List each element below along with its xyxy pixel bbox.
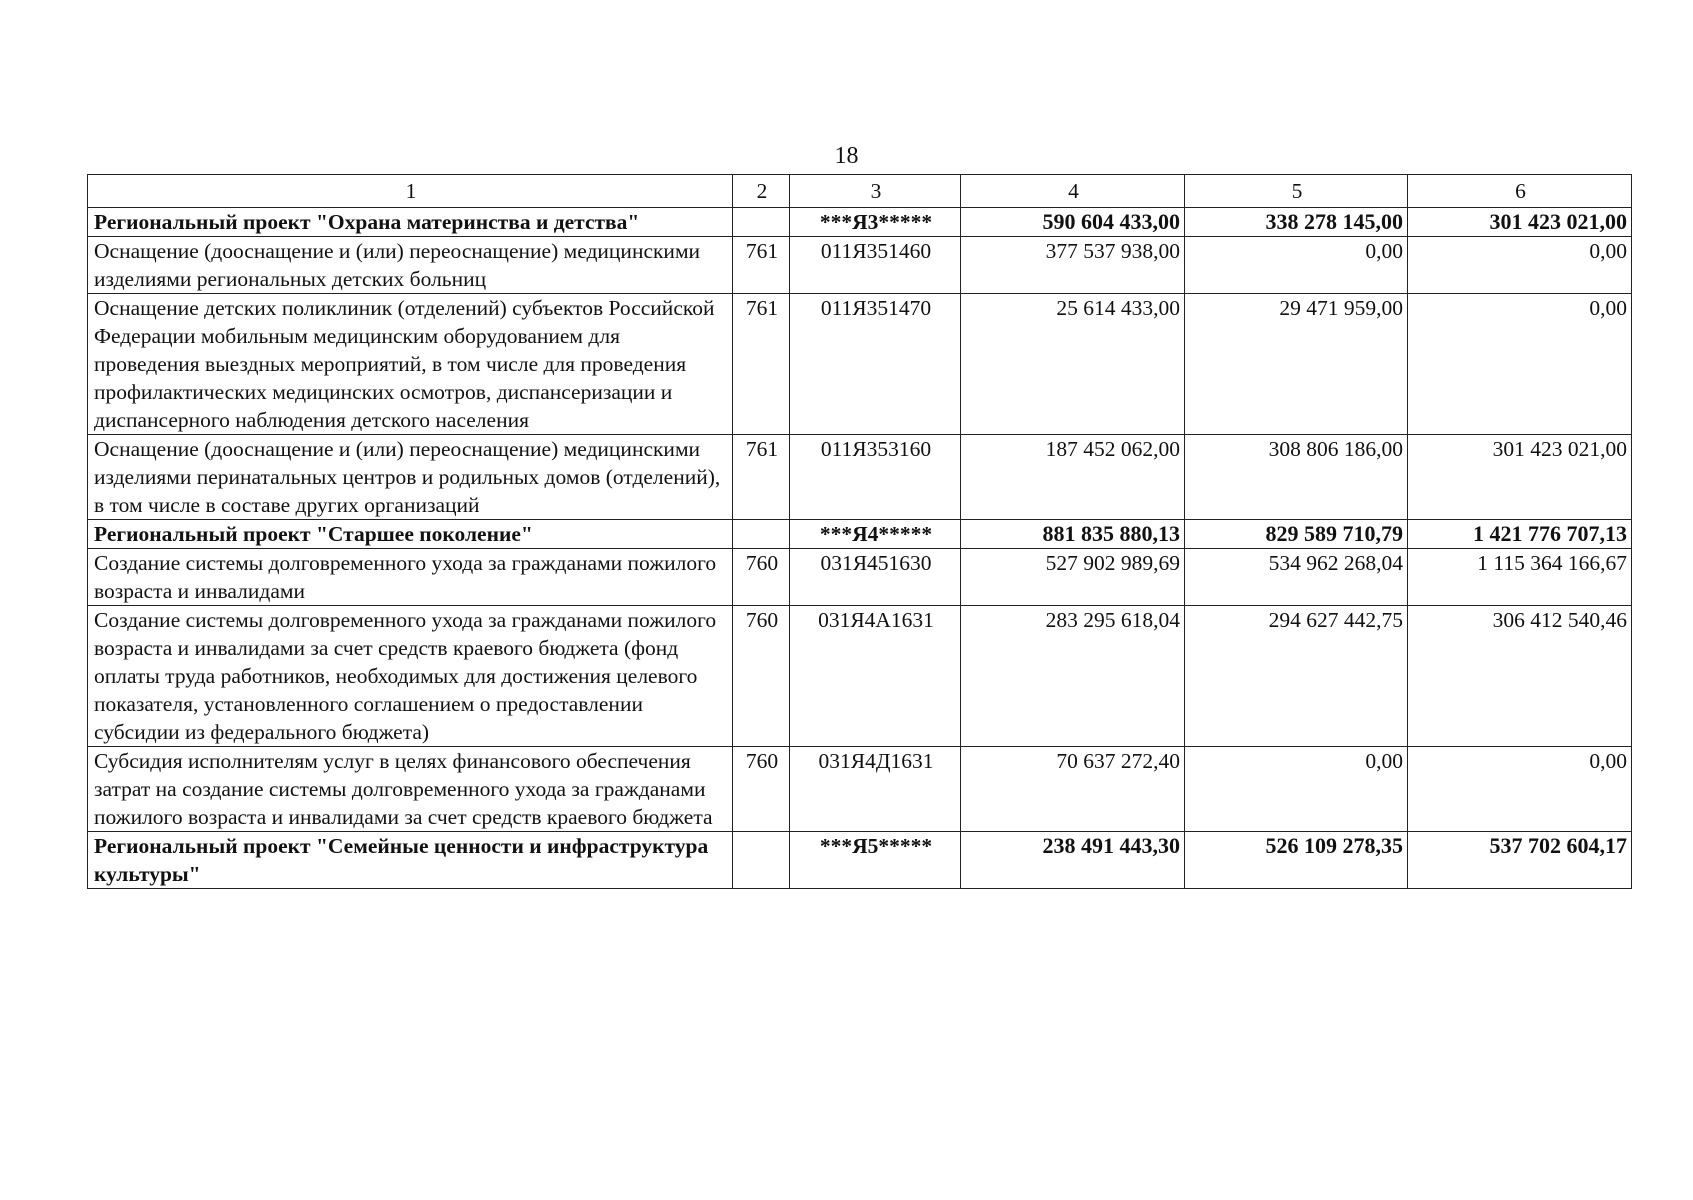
amount-year3-cell: 1 115 364 166,67 <box>1408 549 1632 606</box>
amount-year1-cell: 377 537 938,00 <box>961 237 1185 294</box>
amount-year3-cell: 301 423 021,00 <box>1408 435 1632 520</box>
amount-year3-cell: 0,00 <box>1408 294 1632 435</box>
column-header: 2 <box>733 175 790 208</box>
row-name-cell: Субсидия исполнителям услуг в целях финансового обеспечения затрат на создание системы долговременного ухода за гражданами пожилого возраста и инвалидами за счет средств краевого бюджета <box>88 747 733 832</box>
admin-code-cell: 760 <box>733 606 790 747</box>
table-row <box>88 294 1632 435</box>
amount-year1-cell: 25 614 433,00 <box>961 294 1185 435</box>
admin-code-cell: 760 <box>733 549 790 606</box>
amount-year2-cell: 29 471 959,00 <box>1185 294 1408 435</box>
admin-code-cell <box>733 208 790 237</box>
project-row <box>88 832 1632 889</box>
table-row <box>88 237 1632 294</box>
row-name-cell: Создание системы долговременного ухода за гражданами пожилого возраста и инвалидами <box>88 549 733 606</box>
amount-year3-cell: 0,00 <box>1408 237 1632 294</box>
amount-year1-cell: 590 604 433,00 <box>961 208 1185 237</box>
row-name-cell: Региональный проект "Семейные ценности и инфраструктура культуры" <box>88 832 733 889</box>
amount-year2-cell: 338 278 145,00 <box>1185 208 1408 237</box>
target-code-cell: 031Я4А1631 <box>790 606 961 747</box>
amount-year1-cell: 238 491 443,30 <box>961 832 1185 889</box>
table-row <box>88 549 1632 606</box>
target-code-cell: 011Я353160 <box>790 435 961 520</box>
amount-year3-cell: 1 421 776 707,13 <box>1408 520 1632 549</box>
target-code-cell: 031Я451630 <box>790 549 961 606</box>
admin-code-cell: 761 <box>733 435 790 520</box>
row-name-cell: Региональный проект "Старшее поколение" <box>88 520 733 549</box>
table-row <box>88 435 1632 520</box>
amount-year1-cell: 283 295 618,04 <box>961 606 1185 747</box>
column-header: 5 <box>1185 175 1408 208</box>
project-row <box>88 520 1632 549</box>
admin-code-cell: 760 <box>733 747 790 832</box>
column-header: 6 <box>1408 175 1632 208</box>
table-row <box>88 606 1632 747</box>
amount-year3-cell: 301 423 021,00 <box>1408 208 1632 237</box>
budget-table <box>87 174 1632 889</box>
column-header: 3 <box>790 175 961 208</box>
amount-year1-cell: 70 637 272,40 <box>961 747 1185 832</box>
amount-year2-cell: 0,00 <box>1185 747 1408 832</box>
row-name-cell: Создание системы долговременного ухода за гражданами пожилого возраста и инвалидами за счет средств краевого бюджета (фонд оплаты труда работников, необходимых для достижения целевого показателя, установленного соглашением о предоставлении субсидии из федерального бюджета) <box>88 606 733 747</box>
admin-code-cell: 761 <box>733 294 790 435</box>
amount-year1-cell: 881 835 880,13 <box>961 520 1185 549</box>
target-code-cell: 011Я351470 <box>790 294 961 435</box>
project-row <box>88 208 1632 237</box>
amount-year2-cell: 0,00 <box>1185 237 1408 294</box>
amount-year1-cell: 187 452 062,00 <box>961 435 1185 520</box>
page-number: 18 <box>834 143 859 169</box>
amount-year3-cell: 537 702 604,17 <box>1408 832 1632 889</box>
admin-code-cell <box>733 832 790 889</box>
row-name-cell: Оснащение (дооснащение и (или) переоснащение) медицинскими изделиями региональных детских больниц <box>88 237 733 294</box>
row-name-cell: Оснащение детских поликлиник (отделений) субъектов Российской Федерации мобильным медицинским оборудованием для проведения выездных мероприятий, в том числе для проведения профилактических медицинских осмотров, диспансеризации и диспансерного наблюдения детского населения <box>88 294 733 435</box>
amount-year2-cell: 534 962 268,04 <box>1185 549 1408 606</box>
amount-year3-cell: 306 412 540,46 <box>1408 606 1632 747</box>
target-code-cell: ***Я5***** <box>790 832 961 889</box>
column-header: 1 <box>88 175 733 208</box>
table-row <box>88 747 1632 832</box>
amount-year2-cell: 294 627 442,75 <box>1185 606 1408 747</box>
amount-year1-cell: 527 902 989,69 <box>961 549 1185 606</box>
admin-code-cell <box>733 520 790 549</box>
row-name-cell: Оснащение (дооснащение и (или) переоснащение) медицинскими изделиями перинатальных центров и родильных домов (отделений), в том числе в составе других организаций <box>88 435 733 520</box>
amount-year3-cell: 0,00 <box>1408 747 1632 832</box>
column-header: 4 <box>961 175 1185 208</box>
row-name-cell: Региональный проект "Охрана материнства и детства" <box>88 208 733 237</box>
admin-code-cell: 761 <box>733 237 790 294</box>
amount-year2-cell: 526 109 278,35 <box>1185 832 1408 889</box>
amount-year2-cell: 308 806 186,00 <box>1185 435 1408 520</box>
amount-year2-cell: 829 589 710,79 <box>1185 520 1408 549</box>
target-code-cell: ***Я4***** <box>790 520 961 549</box>
column-number-row <box>88 175 1632 208</box>
target-code-cell: 011Я351460 <box>790 237 961 294</box>
target-code-cell: 031Я4Д1631 <box>790 747 961 832</box>
target-code-cell: ***Я3***** <box>790 208 961 237</box>
